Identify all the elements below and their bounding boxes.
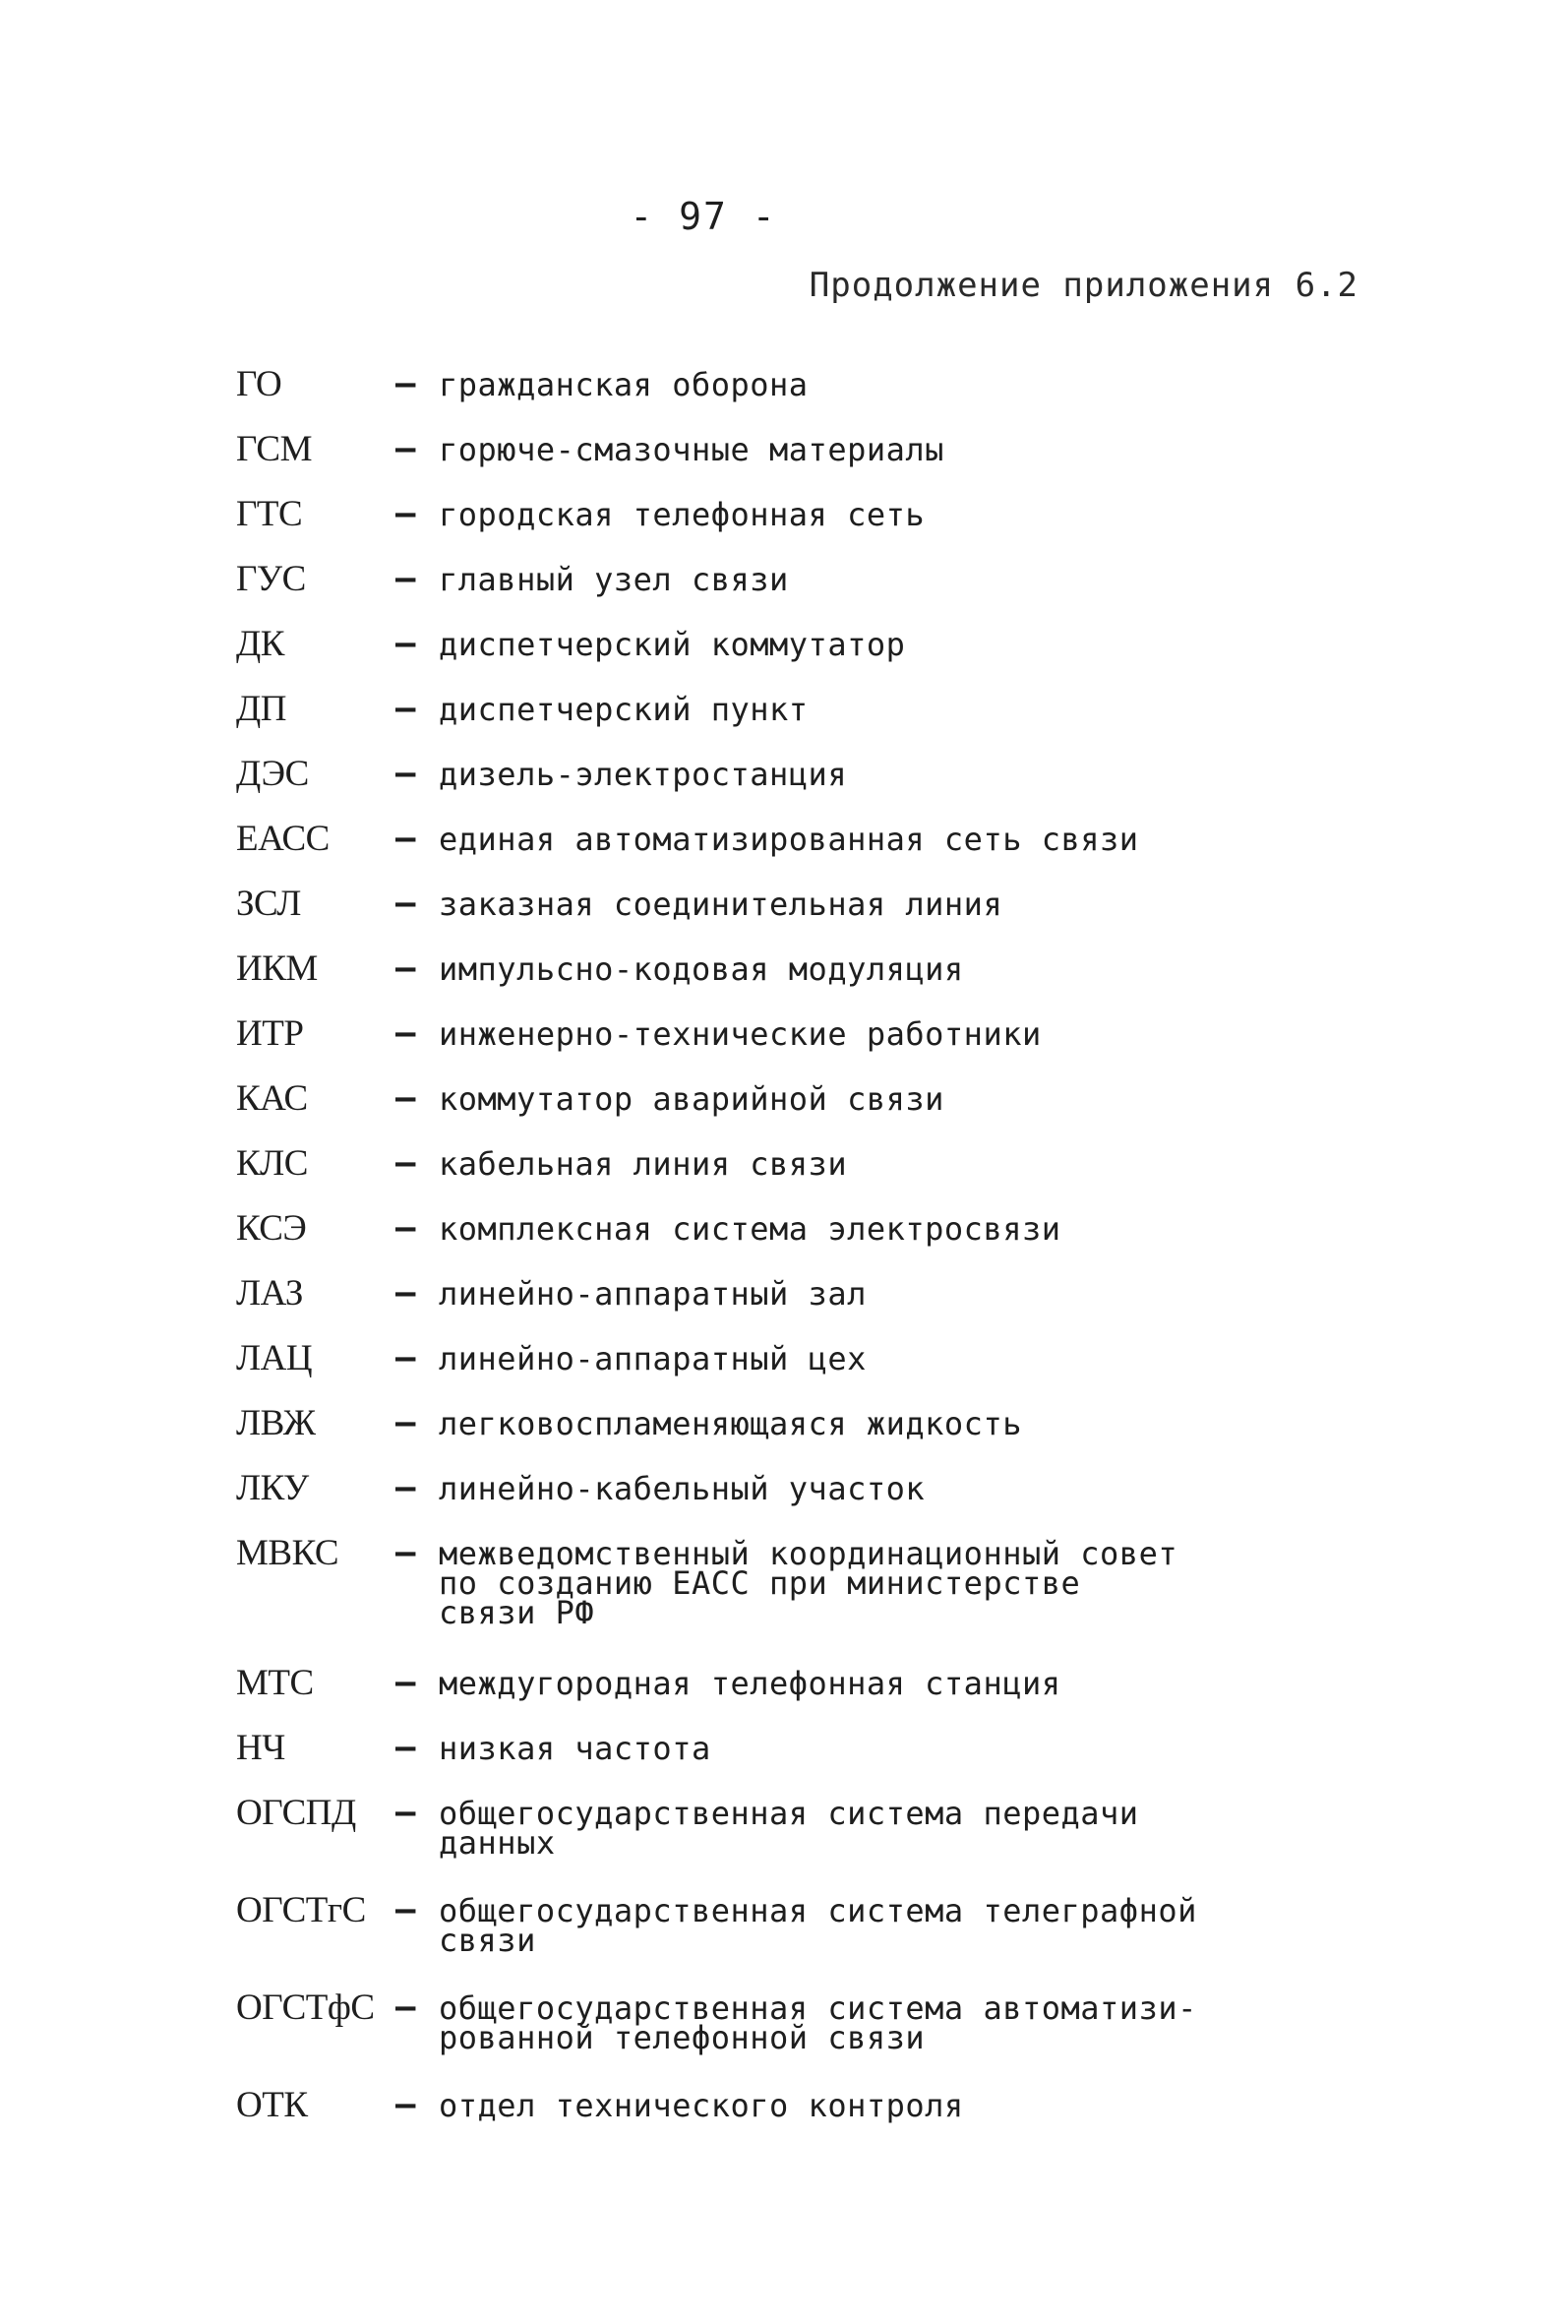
list-item bbox=[236, 1888, 1259, 1986]
abbreviation: ОГСПД bbox=[236, 1793, 356, 1833]
definition: линейно-аппаратный цех bbox=[439, 1340, 867, 1377]
list-item bbox=[236, 1726, 1259, 1791]
list-item bbox=[236, 1336, 1259, 1401]
dash-separator: – bbox=[395, 819, 416, 858]
definition: общегосударственная система автоматизи- рованной телефонной связи bbox=[439, 1989, 1197, 2056]
definition: линейно-аппаратный зал bbox=[439, 1275, 867, 1313]
definition: комплексная система электросвязи bbox=[439, 1210, 1061, 1248]
list-item bbox=[236, 1141, 1259, 1206]
list-item bbox=[236, 557, 1259, 622]
abbreviation: МТС bbox=[236, 1663, 314, 1703]
page-number: - 97 - bbox=[630, 195, 777, 238]
dash-separator: – bbox=[395, 1468, 416, 1507]
abbreviation: ЛАЦ bbox=[236, 1338, 313, 1378]
abbreviation: ЗСЛ bbox=[236, 884, 301, 924]
definition: общегосударственная система передачи данных bbox=[439, 1795, 1139, 1862]
abbreviation: НЧ bbox=[236, 1728, 285, 1768]
definition: главный узел связи bbox=[439, 561, 789, 598]
definition: заказная соединительная линия bbox=[439, 886, 1003, 923]
abbreviation: ГУС bbox=[236, 559, 306, 599]
abbreviation: ДП bbox=[236, 689, 286, 729]
abbreviation: МВКС bbox=[236, 1533, 339, 1573]
abbreviation: ИТР bbox=[236, 1013, 304, 1054]
dash-separator: – bbox=[395, 884, 416, 923]
list-item bbox=[236, 1466, 1259, 1531]
abbreviation: ОГСТфС bbox=[236, 1988, 375, 2028]
dash-separator: – bbox=[395, 1890, 416, 1929]
definition: межведомственный координационный совет по созданию ЕАСС при министерстве связи РФ bbox=[439, 1535, 1178, 1631]
abbreviation: ДК bbox=[236, 624, 284, 664]
dash-separator: – bbox=[395, 1663, 416, 1702]
abbreviation: ГСМ bbox=[236, 429, 312, 469]
definition: междугородная телефонная станция bbox=[439, 1665, 1061, 1702]
definition: коммутатор аварийной связи bbox=[439, 1080, 944, 1118]
abbreviation-list bbox=[236, 362, 1259, 2148]
dash-separator: – bbox=[395, 1728, 416, 1767]
dash-separator: – bbox=[395, 1338, 416, 1377]
dash-separator: – bbox=[395, 364, 416, 403]
dash-separator: – bbox=[395, 1533, 416, 1572]
definition: линейно-кабельный участок bbox=[439, 1470, 926, 1507]
abbreviation: ЛАЗ bbox=[236, 1273, 303, 1314]
dash-separator: – bbox=[395, 2085, 416, 2124]
definition: дизель-электростанция bbox=[439, 756, 848, 793]
dash-separator: – bbox=[395, 494, 416, 533]
list-item bbox=[236, 362, 1259, 427]
abbreviation: КАС bbox=[236, 1078, 308, 1119]
list-item bbox=[236, 882, 1259, 947]
abbreviation: ЕАСС bbox=[236, 819, 330, 859]
dash-separator: – bbox=[395, 1013, 416, 1053]
list-item bbox=[236, 947, 1259, 1011]
definition: общегосударственная система телеграфной связи bbox=[439, 1892, 1197, 1959]
definition: низкая частота bbox=[439, 1730, 711, 1767]
list-item bbox=[236, 687, 1259, 752]
dash-separator: – bbox=[395, 1208, 416, 1248]
dash-separator: – bbox=[395, 559, 416, 598]
definition: городская телефонная сеть bbox=[439, 496, 926, 533]
dash-separator: – bbox=[395, 624, 416, 663]
dash-separator: – bbox=[395, 429, 416, 468]
list-item bbox=[236, 1206, 1259, 1271]
definition: импульсно-кодовая модуляция bbox=[439, 950, 964, 988]
list-item bbox=[236, 752, 1259, 817]
definition: кабельная линия связи bbox=[439, 1145, 848, 1183]
abbreviation: ОТК bbox=[236, 2085, 308, 2125]
abbreviation: ДЭС bbox=[236, 754, 309, 794]
list-item bbox=[236, 817, 1259, 882]
dash-separator: – bbox=[395, 689, 416, 728]
definition: диспетчерский пункт bbox=[439, 691, 809, 728]
definition: диспетчерский коммутатор bbox=[439, 626, 906, 663]
abbreviation: ИКМ bbox=[236, 948, 318, 989]
list-item bbox=[236, 1076, 1259, 1141]
dash-separator: – bbox=[395, 1078, 416, 1118]
list-item bbox=[236, 1791, 1259, 1888]
definition: отдел технического контроля bbox=[439, 2087, 964, 2124]
appendix-continuation-title: Продолжение приложения 6.2 bbox=[809, 266, 1358, 305]
dash-separator: – bbox=[395, 754, 416, 793]
definition: легковоспламеняющаяся жидкость bbox=[439, 1405, 1022, 1442]
definition: инженерно-технические работники bbox=[439, 1015, 1042, 1053]
list-item bbox=[236, 1531, 1259, 1661]
list-item bbox=[236, 622, 1259, 687]
list-item bbox=[236, 1401, 1259, 1466]
list-item bbox=[236, 2083, 1259, 2148]
list-item bbox=[236, 1271, 1259, 1336]
list-item bbox=[236, 1986, 1259, 2083]
abbreviation: ОГСТгС bbox=[236, 1890, 366, 1930]
dash-separator: – bbox=[395, 1793, 416, 1832]
abbreviation: КСЭ bbox=[236, 1208, 307, 1249]
list-item bbox=[236, 1011, 1259, 1076]
dash-separator: – bbox=[395, 1143, 416, 1183]
dash-separator: – bbox=[395, 1403, 416, 1442]
definition: единая автоматизированная сеть связи bbox=[439, 821, 1139, 858]
abbreviation: ГТС bbox=[236, 494, 303, 534]
list-item bbox=[236, 492, 1259, 557]
list-item bbox=[236, 427, 1259, 492]
abbreviation: ЛКУ bbox=[236, 1468, 309, 1508]
definition: гражданская оборона bbox=[439, 366, 809, 403]
dash-separator: – bbox=[395, 1273, 416, 1313]
abbreviation: ГО bbox=[236, 364, 282, 404]
dash-separator: – bbox=[395, 948, 416, 988]
abbreviation: КЛС bbox=[236, 1143, 308, 1184]
list-item bbox=[236, 1661, 1259, 1726]
abbreviation: ЛВЖ bbox=[236, 1403, 316, 1443]
definition: горюче-смазочные материалы bbox=[439, 431, 944, 468]
dash-separator: – bbox=[395, 1988, 416, 2027]
